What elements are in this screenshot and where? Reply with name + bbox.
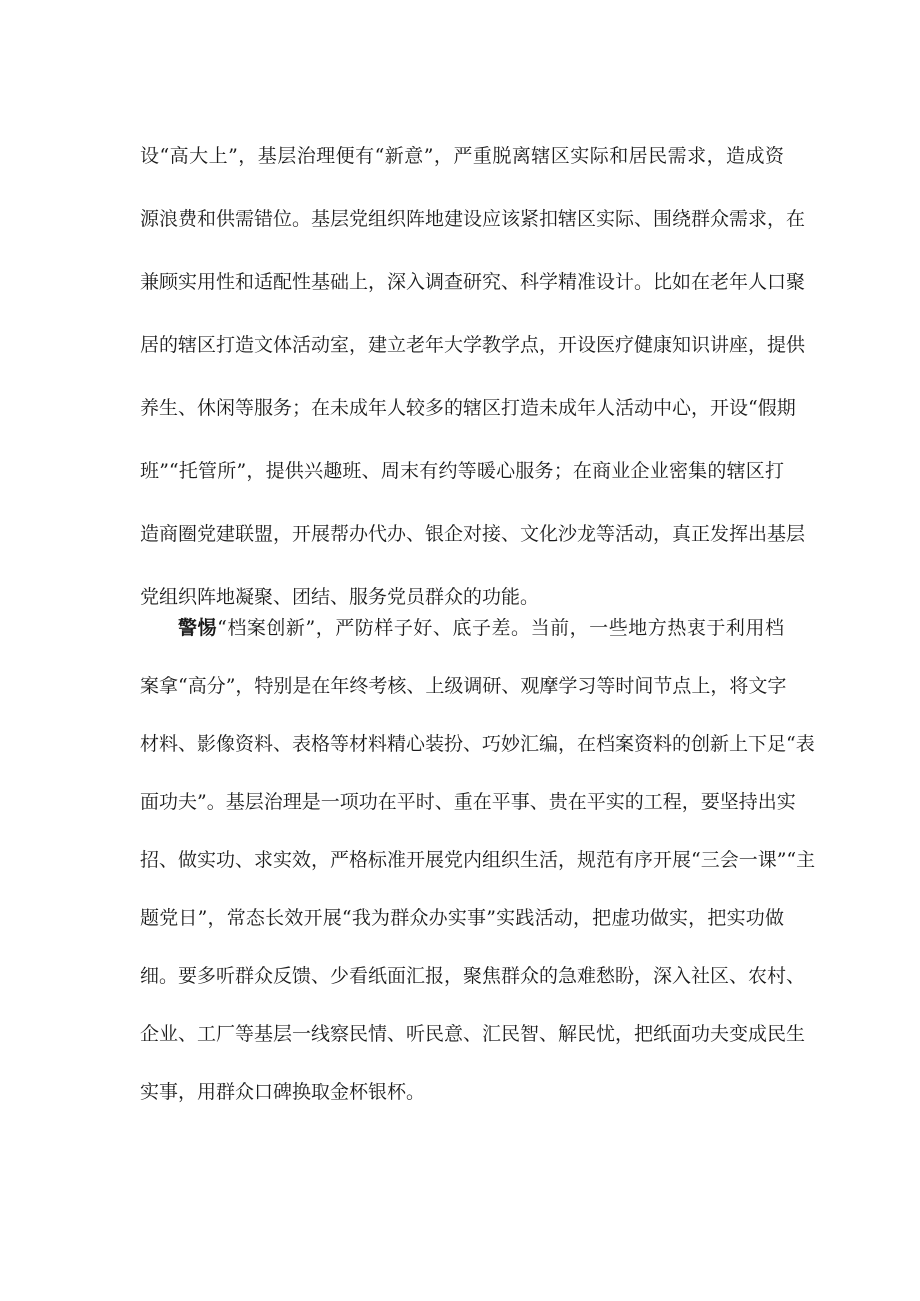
paragraph-line: 源浪费和供需错位。基层党组织阵地建设应该紧扣辖区实际、围绕群众需求，在 — [140, 208, 806, 230]
paragraph-first-line — [178, 613, 784, 643]
paragraph-line: 细。要多听群众反馈、少看纸面汇报，聚焦群众的急难愁盼，深入社区、农村、 — [140, 965, 806, 987]
paragraph-line: 造商圈党建联盟，开展帮办代办、银企对接、文化沙龙等活动，真正发挥出基层 — [140, 523, 806, 545]
paragraph-line: 养生、休闲等服务；在未成年人较多的辖区打造未成年人活动中心，开设“假期 — [140, 397, 796, 419]
paragraph-heading: 警惕 — [178, 617, 218, 639]
paragraph-line: 居的辖区打造文体活动室，建立老年大学教学点，开设医疗健康知识讲座，提供 — [140, 334, 806, 356]
paragraph-line: 企业、工厂等基层一线察民情、听民意、汇民智、解民忧，把纸面功夫变成民生 — [140, 1023, 806, 1045]
paragraph-line: 兼顾实用性和适配性基础上，深入调查研究、科学精准设计。比如在老年人口聚 — [140, 271, 806, 293]
paragraph-line: 招、做实功、求实效，严格标准开展党内组织生活，规范有序开展“三会一课”“主 — [140, 849, 816, 871]
paragraph-line: 党组织阵地凝聚、团结、服务党员群众的功能。 — [140, 586, 540, 608]
paragraph-line: 题党日”，常态长效开展“我为群众办实事”实践活动，把虚功做实，把实功做 — [140, 907, 784, 929]
paragraph-line: 设“高大上”，基层治理便有“新意”，严重脱离辖区实际和居民需求，造成资 — [140, 145, 784, 167]
paragraph-line: 实事，用群众口碑换取金杯银杯。 — [140, 1081, 426, 1103]
paragraph-line: 材料、影像资料、表格等材料精心装扮、巧妙汇编，在档案资料的创新上下足“表 — [140, 733, 815, 755]
paragraph-line: 面功夫”。基层治理是一项功在平时、重在平事、贵在平实的工程，要坚持出实 — [140, 791, 796, 813]
paragraph-line: 案拿“高分”，特别是在年终考核、上级调研、观摩学习等时间节点上，将文字 — [140, 675, 787, 697]
paragraph-line-text: “档案创新”，严防样子好、底子差。当前，一些地方热衷于利用档 — [217, 617, 784, 639]
paragraph-line: 班”“托管所”，提供兴趣班、周末有约等暖心服务；在商业企业密集的辖区打 — [140, 460, 784, 482]
